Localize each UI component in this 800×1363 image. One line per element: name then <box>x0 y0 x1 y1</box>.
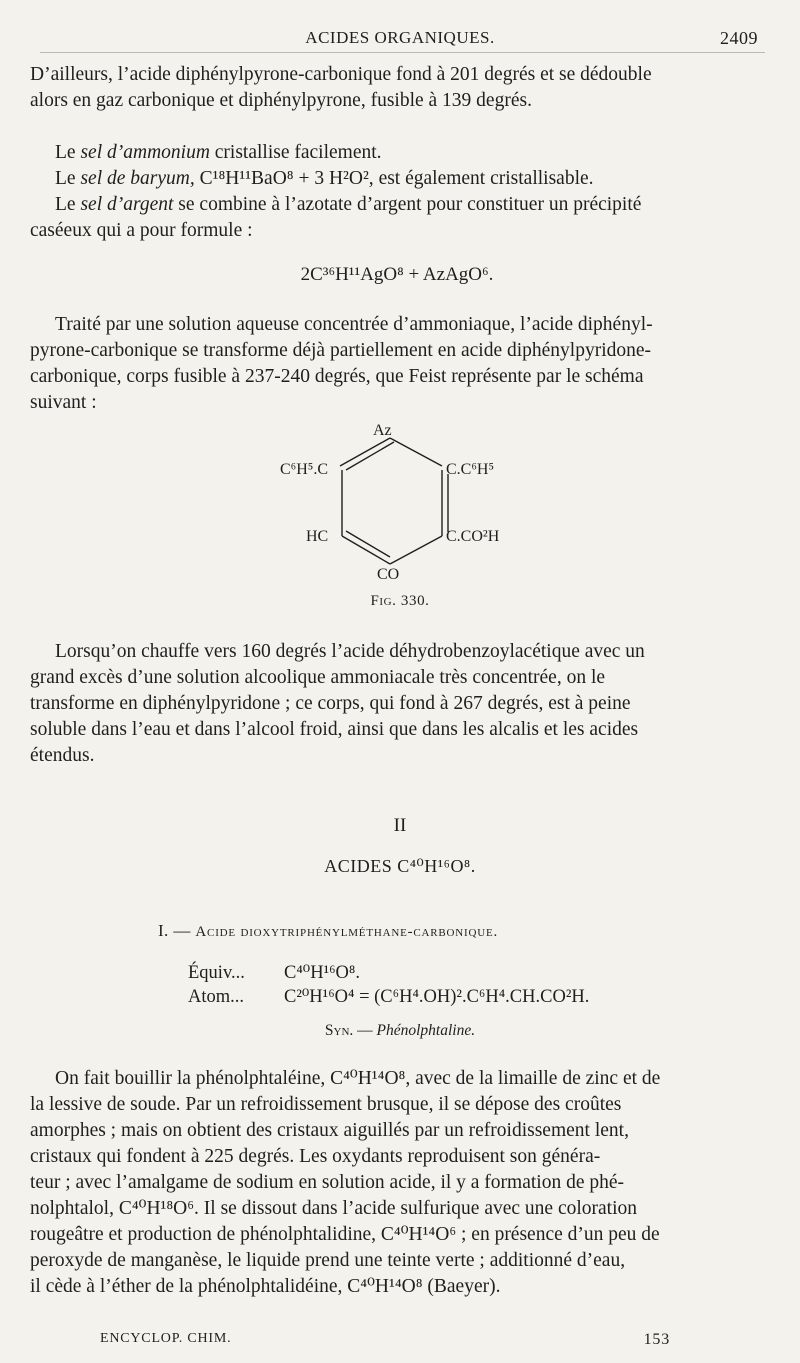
text-line: la lessive de soude. Par un refroidissement brusque, il se dépose des croûtes <box>30 1094 622 1115</box>
atom-label: Atom... <box>188 987 245 1007</box>
salt-name: sel d’argent <box>80 194 174 215</box>
paragraph-decomposition <box>30 62 764 114</box>
text-line: amorphes ; mais on obtient des cristaux aiguillés par un refroidissement lent, <box>30 1120 629 1141</box>
salt-name: sel de baryum, <box>80 168 195 189</box>
text-line: peroxyde de manganèse, le liquide prend une teinte verte ; additionné d’eau, <box>30 1250 626 1271</box>
text-line: il cède à l’éther de la phénolphtalidéine, C⁴⁰H¹⁴O⁸ (Baeyer). <box>30 1276 501 1297</box>
hexagon-ring <box>270 418 530 618</box>
text-line: Traité par une solution aqueuse concentrée d’ammoniaque, l’acide diphényl- <box>55 314 653 335</box>
atom-value: C²⁰H¹⁶O⁴ = (C⁶H⁴.OH)².C⁶H⁴.CH.CO²H. <box>284 987 590 1007</box>
text: Le <box>55 168 81 189</box>
ring-atom-bottom: CO <box>377 566 400 583</box>
text: cristallise facilement. <box>209 142 382 163</box>
silver-line <box>30 192 764 218</box>
text-line: soluble dans l’eau et dans l’alcool froid, ainsi que dans les alcalis et les acides <box>30 719 639 740</box>
ring-substituent-right-lower: C.CO²H <box>446 528 500 545</box>
text-line: transforme en diphénylpyridone ; ce corps, qui fond à 267 degrés, est à peine <box>30 693 631 714</box>
figure-caption: Fig. 330. <box>370 593 430 609</box>
silver-formula: 2C³⁶H¹¹AgO⁸ + AzAgO⁶. <box>300 264 494 285</box>
text-line: pyrone-carbonique se transforme déjà partiellement en acide diphénylpyridone- <box>30 340 652 361</box>
ring-atom-left-lower: HC <box>306 528 329 545</box>
text-line: teur ; avec l’amalgame de sodium en solution acide, il y a formation de phé- <box>30 1172 625 1193</box>
paragraph-ammonia <box>30 312 764 416</box>
equiv-value: C⁴⁰H¹⁶O⁸. <box>284 963 360 983</box>
running-title: ACIDES ORGANIQUES. <box>305 28 495 47</box>
text-line: D’ailleurs, l’acide diphénylpyrone-carbonique fond à 201 degrés et se dédouble <box>30 64 652 85</box>
footer-collection: ENCYCLOP. CHIM. <box>100 1331 232 1346</box>
equiv-label: Équiv... <box>188 963 245 983</box>
pyridone-structure-figure <box>270 418 530 618</box>
text-line: étendus. <box>30 745 95 766</box>
salt-name: sel d’ammonium <box>80 142 210 163</box>
equivalent-formula-row <box>188 962 360 984</box>
text-line: On fait bouillir la phénolphtaléine, C⁴⁰H¹⁴O⁸, avec de la limaille de zinc et de <box>55 1068 661 1089</box>
text-line: caséeux qui a pour formule : <box>30 220 253 241</box>
section-numeral: II <box>393 815 407 836</box>
text: Le <box>55 142 81 163</box>
ring-substituent-left-upper: C⁶H⁵.C <box>280 461 329 478</box>
text-line: rougeâtre et production de phénolphtalidine, C⁴⁰H¹⁴O⁶ ; en présence d’un peu de <box>30 1224 660 1245</box>
paragraph-phenolphtaleine <box>30 1066 764 1300</box>
text-line: cristaux qui fondent à 225 degrés. Les oxydants reproduisent son généra- <box>30 1146 601 1167</box>
text-line: grand excès d’une solution alcoolique ammoniacale très concentrée, on le <box>30 667 606 688</box>
text-line: carbonique, corps fusible à 237-240 degrés, que Feist représente par le schéma <box>30 366 644 387</box>
acid-number: I. — <box>158 921 196 940</box>
ring-atom-top: Az <box>373 422 392 439</box>
text: est également cristallisable. <box>373 168 594 189</box>
text-line: Lorsqu’on chauffe vers 160 degrés l’acide déhydrobenzoylacétique avec un <box>55 641 645 662</box>
text-line: suivant : <box>30 392 97 413</box>
text: se combine à l’azotate d’argent pour constituer un précipité <box>173 194 642 215</box>
footer-signature: 153 <box>643 1331 670 1348</box>
paragraph-salts <box>30 140 764 244</box>
atomic-formula-row <box>188 986 589 1008</box>
header-rule <box>40 52 765 53</box>
acid-heading <box>158 921 498 941</box>
formula: C¹⁸H¹¹BaO⁸ + 3 H²O², <box>199 168 374 189</box>
page-footer <box>0 1331 800 1353</box>
text: Le <box>55 194 81 215</box>
barium-line <box>30 166 764 192</box>
paragraph-diphenylpyridone <box>30 639 764 769</box>
page-number: 2409 <box>720 28 758 48</box>
ammonium-line <box>30 140 764 166</box>
page-header <box>0 28 800 54</box>
acid-name: Acide dioxytriphénylméthane-carbonique. <box>195 924 499 940</box>
syn-value: Phénolphtaline. <box>376 1022 476 1039</box>
ring-substituent-right-upper: C.C⁶H⁵ <box>446 461 495 478</box>
syn-label: Syn. — <box>324 1022 377 1039</box>
text-line: nolphtalol, C⁴⁰H¹⁸O⁶. Il se dissout dans l’acide sulfurique avec une coloration <box>30 1198 638 1219</box>
synonym-row <box>0 1022 800 1040</box>
section-title: ACIDES C⁴⁰H¹⁶O⁸. <box>324 856 476 876</box>
text-line: alors en gaz carbonique et diphénylpyrone, fusible à 139 degrés. <box>30 90 532 111</box>
